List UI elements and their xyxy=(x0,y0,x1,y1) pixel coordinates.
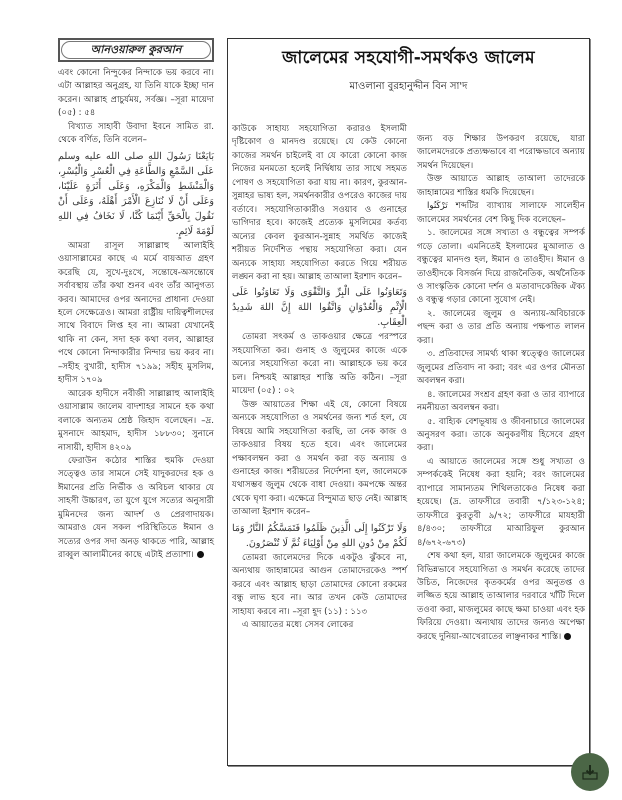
list-item: ২. জালেমের জুলুম ও অন্যায়-অবিচারকে পছন্দ করা ও তার প্রতি অন্যায় পক্ষপাত লালন করা। xyxy=(417,308,585,346)
paragraph: আরেক হাদীসে নবীজী সাল্লাল্লাহু আলাইহি ওয়াসাল্লাম জালেম বাদশাহর সামনে হক কথা বলাকে অন্যতম শ্রেষ্ঠ জিহাদ বলেছেন। –দ্র. মুসনাদে আহমাদ, হাদীস ১৮৮৩০; সুনানে নাসায়ী, হাদীস ৪২০৯ xyxy=(58,388,214,453)
paragraph: উক্ত আয়াতের শিক্ষা এই যে, কোনো বিষয়ে অন্যকে সহযোগিতা ও সমর্থনের জন্য শর্ত হল, যে বিষয়ে আমি সহযোগিতা করছি, তা নেক কাজ ও তাকওয়ার বিষয় হতে হবে। এবং জালেমের পক্ষাবলম্বন করা ও সমর্থন করা বড় অন্যায় ও গুনাহের কাজ। শরীয়তের নির্দেশনা হল, জালেমকে যথাসম্ভব জুলুম থেকে বাধা দেওয়া। কমপক্ষে অন্তর থেকে ঘৃণা করা। এক্ষেত্রে বিন্দুমাত্র ছাড় নেই। আল্লাহ তাআলা ইরশাদ করেন– xyxy=(232,399,407,518)
section-banner xyxy=(58,38,214,62)
paragraph-text: ফেরাউন কঠোর শাস্তির হুমকি দেওয়া সত্ত্বেও তার সামনে সেই যাদুকরদের হক ও ঈমানের প্রতি নির্ভীক ও অবিচল থাকার যে সাহসী উচ্চারণ, তা যুগে যুগে সত্যের অনুসারী মুমিনদের জন্য আদর্শ ও প্রেরণাদায়ক। আমরাও যেন সকল পরিস্থিতিতে ঈমান ও সত্যের ওপর সদা অনড় থাকতে পারি, আল্লাহ রাব্বুল আলামীনের কাছে এটাই প্রত্যাশা। xyxy=(58,455,214,561)
left-column xyxy=(58,38,214,563)
paragraph: তোমরা সৎকর্ম ও তাকওয়ার ক্ষেত্রে পরস্পরে সহযোগিতা কর। গুনাহ ও জুলুমের কাজে একে অন্যের সহযোগিতা করো না। আল্লাহকে ভয় করে চল। নিশ্চয়ই আল্লাহর শাস্তি অতি কঠিন। –সূরা মায়েদা (০৫) : ০২ xyxy=(232,332,407,397)
end-mark-icon xyxy=(197,551,204,558)
article-middle-column xyxy=(232,123,407,644)
list-item: ৫. বাহ্যিক বেশভূষায় ও জীবনাচারে জালেমের অনুসরণ করা। তাকে অনুকরণীয় হিসেবে গ্রহণ করা। xyxy=(417,416,585,454)
paragraph: বিখ্যাত সাহাবী উবাদা ইবনে সামিত রা. থেকে বর্ণিত, তিনি বলেন– xyxy=(58,121,214,146)
list-item: ৩. প্রতিবাদের সামর্থ্য থাকা স্বত্ত্বেও জালেমের জুলুমের প্রতিবাদ না করা; বরং এর ওপর মৌনতা অবলম্বন করা। xyxy=(417,349,585,387)
list-item: ৪. জালেমের সংশ্রব গ্রহণ করা ও তার ব্যাপারে নমনীয়তা অবলম্বন করা। xyxy=(417,389,585,414)
paragraph xyxy=(417,550,585,644)
paragraph xyxy=(58,455,214,563)
download-button[interactable] xyxy=(571,753,609,791)
section-banner-title: আনওয়ারুল কুরআন xyxy=(61,41,211,59)
paragraph: তোমরা জালেমদের দিকে একটুও ঝুঁকবে না, অন্যথায় জাহান্নামের আগুন তোমাদেরকেও স্পর্শ করবে এবং আল্লাহ ছাড়া তোমাদের কোনো রকমের বন্ধু লাভ হবে না। আর তখন কেউ তোমাদের সাহায্য করবে না। –সূরা হূদ (১১) : ১১৩ xyxy=(232,552,407,617)
end-mark-icon xyxy=(564,633,571,640)
article-author: মাওলানা বুরহানুদ্দীন বিন সা'দ xyxy=(349,81,468,92)
paragraph: আমরা রাসূল সাল্লাল্লাহু আলাইহি ওয়াসাল্লামের কাছে এ মর্মে বায়আত গ্রহণ করেছি যে, সুখে-দুঃখে, সন্তোষে-অসন্তোষে সর্বাবস্থায় তাঁর কথা শুনব এবং তাঁর আনুগত্য করব। আমাদের ওপর অন্যদের প্রাধান্য দেওয়া হলে সেক্ষেত্রেও। আমরা রাষ্ট্রীয় দায়িত্বশীলদের সাথে বিবাদে লিপ্ত হব না। আমরা যেখানেই থাকি না কেন, সদা হক কথা বলব, আল্লাহর পথে কোনো নিন্দাকারীর নিন্দার ভয় করব না। –সহীহ বুখারী, হাদীস ৭১৯৯; সহীহ মুসলিম, হাদীস ১৭০৯ xyxy=(58,240,214,386)
paragraph-text: শেষ কথা হল, যারা জালেমকে জুলুমের কাজে বিভিন্নভাবে সহযোগিতা ও সমর্থন করেছে তাদের উচিত, নিজেদের কৃতকর্মের ওপর অনুতপ্ত ও লজ্জিত হয়ে আল্লাহ তাআলার দরবারে খাঁটি দিলে তওবা করা, মাজলুমের কাছে ক্ষমা চাওয়া এবং হক ফিরিয়ে দেওয়া। অন্যথায় তাদের জন্যও অপেক্ষা করছে দুনিয়া-আখেরাতের লাঞ্ছনাকর শাস্তি। xyxy=(417,551,585,642)
paragraph: কাউকে সাহায্য সহযোগিতা করারও ইসলামী দৃষ্টিকোণ ও মানদণ্ড রয়েছে। যে কেউ কোনো কাজের সমর্থন চাইলেই বা যে কারো কোনো কাজ নিজের মনমতো হলেই নির্দ্বিধায় তার সাথে সহমত পোষণ ও সহযোগিতা করা যায় না। কারণ, কুরআন-সুন্নাহর ভাষ্য হল, সমর্থনকারীর ওপরেও কাজের দায় বর্তাবে। সহযোগিতাকারীও সওয়াব ও গুনাহের ভাগিদার হবে। কাজেই প্রত্যেক মুসলিমের কর্তব্য অন্যের কেবল কুরআন-সুন্নাহ সমর্থিত কাজেই শরীয়ত নির্দেশিত পন্থায় সহযোগিতা করা। যেন অন্যকে সাহায্য সহযোগিতা করতে গিয়ে শরীয়ত লঙ্ঘন করা না হয়। আল্লাহ তাআলা ইরশাদ করেন– xyxy=(232,124,407,282)
paragraph: জন্য বড় শিক্ষার উপকরণ রয়েছে, যারা জালেমদেরকে প্রত্যক্ষভাবে বা পরোক্ষভাবে অন্যায় সমর্থন দিয়েছেন। xyxy=(417,134,585,171)
arabic-verse: وَتَعَاوَنُوا عَلَى الْبِرِّ وَالتَّقْوَى وَلَا تَعَاوَنُوا عَلَى الْإِثْمِ وَالْعُدْوَانِ وَاتَّقُوا اللهَ إِنَّ اللهَ شَدِيدُ الْعِقَابِ. xyxy=(232,287,407,329)
download-icon xyxy=(580,762,600,782)
article-right-column xyxy=(417,123,585,644)
article-title: জালেমের সহযোগী-সমর্থকও জালেম xyxy=(282,48,535,68)
article-box xyxy=(227,38,590,766)
paragraph: এবং কোনো নিন্দুকের নিন্দাকে ভয় করবে না। এটা আল্লাহর অনুগ্রহ, যা তিনি যাকে ইচ্ছা দান করেন। আল্লাহ প্রাচুর্যময়, সর্বজ্ঞ। –সূরা মায়েদা (০৫) : ৫৪ xyxy=(58,68,214,119)
arabic-hadith: بَايَعْنَا رَسُولَ اللهِ صلى الله عليه وسلم عَلَى السَّمْعِ وَالطَّاعَةِ فِي الْعُسْرِ وَالْيُسْرِ، وَالْمَنْشَطِ وَالْمَكْرَهِ، وَعَلَى أَثَرَةٍ عَلَيْنَا، وَعَلَى أَنْ لَا نُنَازِعَ الْأَمْرَ أَهْلَهُ، وَعَلَى أَنْ نَقُولَ بِالْحَقِّ أَيْنَمَا كُنَّا، لَا نَخَافُ فِي اللهِ لَوْمَةَ لَائِمٍ. xyxy=(58,150,214,237)
article-columns xyxy=(232,123,585,644)
paragraph: এ আয়াতের মধ্যে সেসব লোকের xyxy=(242,620,354,631)
list-item: ১. জালেমের সঙ্গে সখ্যতা ও বন্ধুত্বের সম্পর্ক গড়ে তোলা। এমনিতেই ইসলামের মুআলাত ও বন্ধুত্বের মানদণ্ড হল, ঈমান ও তাওহীদ। ঈমান ও তাওহীদকে বিসর্জন দিয়ে রাজনৈতিক, অর্থনৈতিক ও সাংস্কৃতিক কোনো দর্শন ও মতাবাদকেন্দ্রিক ঐক্য ও বন্ধুত্ব গড়ার কোনো সুযোগ নেই। xyxy=(417,228,585,306)
paragraph: উক্ত আয়াতে আল্লাহ তাআলা তাদেরকে জাহান্নামের শাস্তির ধমকি দিয়েছেন। xyxy=(417,174,585,198)
arabic-verse: وَلَا تَرْكَنُوا إِلَى الَّذِينَ ظَلَمُوا فَتَمَسَّكُمُ النَّارُ وَمَا لَكُمْ مِنْ دُونِ اللهِ مِنْ أَوْلِيَاءَ ثُمَّ لَا تُنْصَرُونَ. xyxy=(232,522,407,549)
paragraph: تَرْكَنُوا শব্দটির ব্যাখ্যায় সালাফে সালেহীন জালেমের সমর্থনের বেশ কিছু দিক বলেছেন– xyxy=(417,201,585,225)
paragraph: এ আয়াতে জালেমের সঙ্গে শুধু সখ্যতা ও সম্পর্ককেই নিষেধ করা হয়নি; বরং জালেমের ব্যাপারে সামান্যতম শিথিলতাকেও নিষেধ করা হয়েছে। (দ্র. তাফসীরে তবারী ৭/১২৩-১২৪; তাফসীরে কুরতুবী ৯/৭২; তাফসীরে মাযহারী ৪/৪৩০; তাফসীরে মাআরিফুল কুরআন ৪/৬৭২-৬৭৩) xyxy=(417,456,585,548)
